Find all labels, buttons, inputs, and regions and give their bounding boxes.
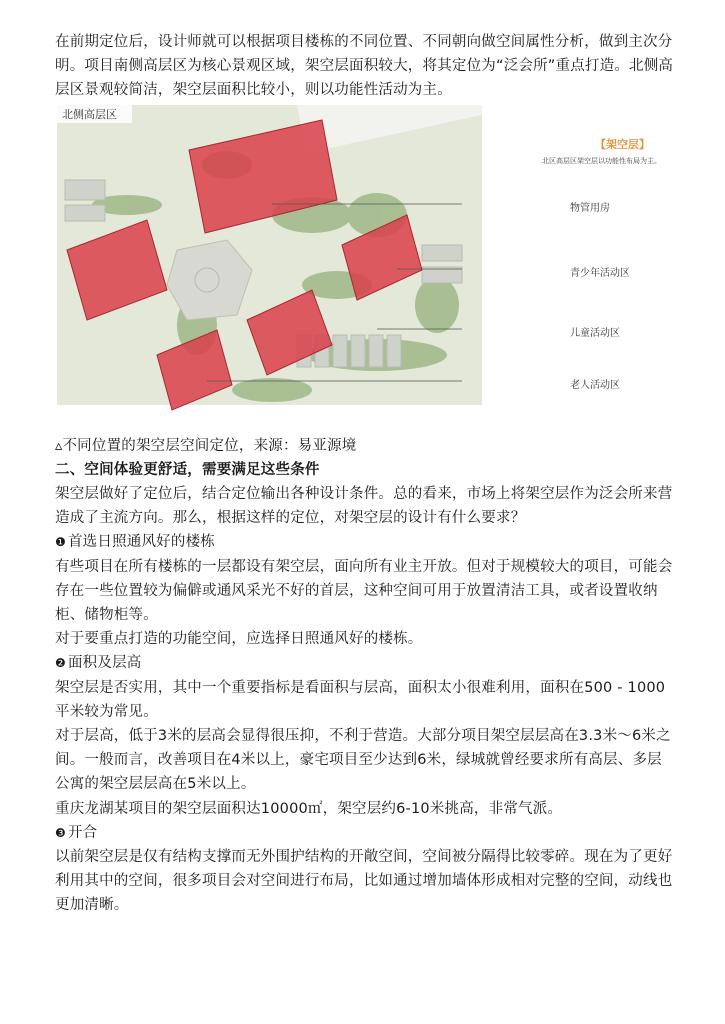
item2-para1: 架空层是否实用，其中一个重要指标是看面积与层高，面积太小很难利用，面积在500 - 1000平米较为常见。 [55,679,666,720]
figure-caption: ▵不同位置的架空层空间定位，来源：易亚源境 [55,437,357,454]
item3-number: ❸ [55,825,66,840]
item1-number: ❶ [55,535,66,550]
callout-lines [57,119,482,444]
label-children-activity: 儿童活动区 [570,328,620,339]
item2-heading [55,651,675,675]
zone-title: 北侧高层区 [62,107,117,121]
item1-heading [55,530,675,554]
label-property-management: 物管用房 [570,203,610,214]
item3-para1: 以前架空层是仅有结构支撑而无外围护结构的开敞空间，空间被分隔得比较零碎。现在为了更好利用其中的空间，很多项目会对空间进行布局，比如通过增加墙体形成相对完整的空间，动线也更加清晰。 [55,849,673,914]
item3-heading [55,821,675,845]
section2-heading: 二、空间体验更舒适，需要满足这些条件 [55,461,320,478]
item3-title: 开合 [67,824,98,841]
legend-note: 北区高层区架空层以功能性布局为主。 [542,157,661,165]
item2-title: 面积及层高 [67,655,142,672]
legend-tag: 【架空层】 [595,138,650,151]
label-youth-activity: 青少年活动区 [570,268,630,279]
figure-overlay [57,119,482,444]
item2-number: ❷ [55,656,66,671]
item1-title: 首选日照通风好的楼栋 [67,534,215,551]
intro-paragraph: 在前期定位后，设计师就可以根据项目楼栋的不同位置、不同朝向做空间属性分析，做到主次分明。项目南侧高层区为核心景观区域，架空层面积较大，将其定位为“泛会所”重点打造。北侧高层区景观较简洁，架空层面积比较小，则以功能性活动为主。 [55,34,674,99]
item1-para1: 有些项目在所有楼栋的一层都设有架空层，面向所有业主开放。但对于规模较大的项目，可能会存在一些位置较为偏僻或通风采光不好的首层，这种空间可用于放置清洁工具，或者设置收纳柜、储物柜等。 [55,558,673,624]
label-elderly-activity: 老人活动区 [570,380,620,391]
item1-para2: 对于要重点打造的功能空间，应选择日照通风好的楼栋。 [55,631,423,648]
item2-para3: 重庆龙湖某项目的架空层面积达10000㎡，架空层约6-10米挑高，非常气派。 [55,800,563,817]
figure-legend [480,119,690,444]
section2-intro: 架空层做好了定位后，结合定位输出各种设计条件。总的看来，市场上将架空层作为泛会所来营造成了主流方向。那么，根据这样的定位，对架空层的设计有什么要求？ [55,486,673,527]
item2-para2: 对于层高，低于3米的层高会显得很压抑，不利于营造。大部分项目架空层层高在3.3米～6米之间。一般而言，改善项目在4米以上，豪宅项目至少达到6米，绿城就曾经要求所有高层、多层公寓的架空层层高在5米以上。 [55,728,671,793]
